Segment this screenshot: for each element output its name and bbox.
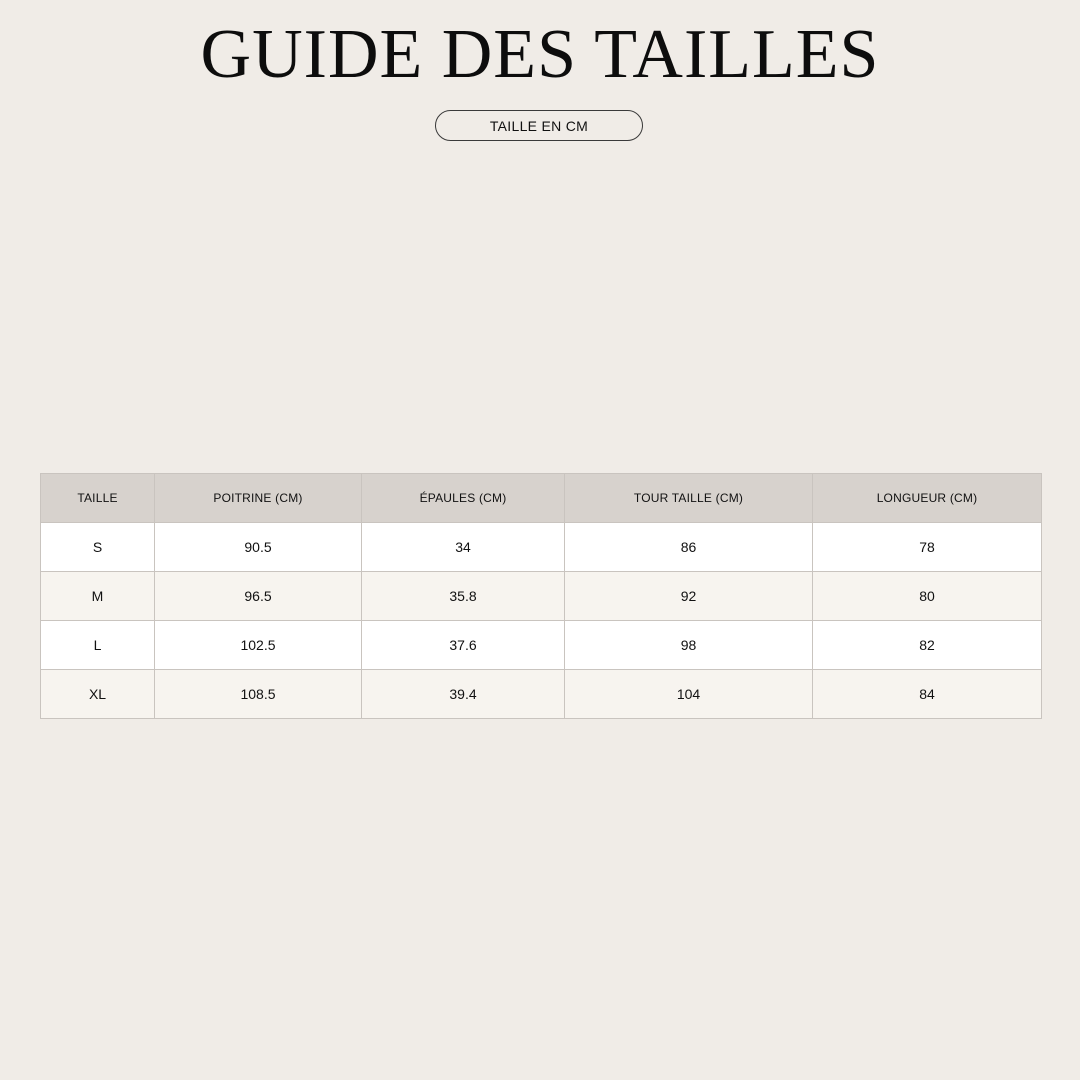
cell-epaules: 39.4	[362, 670, 565, 719]
header-epaules: ÉPAULES (CM)	[362, 474, 565, 523]
header-tour-taille: TOUR TAILLE (CM)	[565, 474, 813, 523]
table-row	[41, 572, 1042, 621]
cell-epaules: 35.8	[362, 572, 565, 621]
cell-longueur: 82	[813, 621, 1042, 670]
cell-epaules: 37.6	[362, 621, 565, 670]
cell-longueur: 78	[813, 523, 1042, 572]
cell-size: S	[41, 523, 155, 572]
cell-poitrine: 108.5	[155, 670, 362, 719]
header-poitrine: POITRINE (CM)	[155, 474, 362, 523]
cell-poitrine: 90.5	[155, 523, 362, 572]
header-longueur: LONGUEUR (CM)	[813, 474, 1042, 523]
cell-size: M	[41, 572, 155, 621]
table-row	[41, 670, 1042, 719]
cell-tour-taille: 104	[565, 670, 813, 719]
header-taille: TAILLE	[41, 474, 155, 523]
cell-size: L	[41, 621, 155, 670]
cell-tour-taille: 98	[565, 621, 813, 670]
cell-size: XL	[41, 670, 155, 719]
size-table	[40, 473, 1042, 719]
page-title: GUIDE DES TAILLES	[200, 16, 880, 93]
cell-poitrine: 96.5	[155, 572, 362, 621]
table-header-row	[41, 474, 1042, 523]
table-row	[41, 523, 1042, 572]
cell-poitrine: 102.5	[155, 621, 362, 670]
cell-longueur: 80	[813, 572, 1042, 621]
cell-tour-taille: 86	[565, 523, 813, 572]
unit-badge	[435, 110, 643, 141]
cell-tour-taille: 92	[565, 572, 813, 621]
unit-badge-label: TAILLE EN CM	[489, 117, 589, 134]
cell-epaules: 34	[362, 523, 565, 572]
table-row	[41, 621, 1042, 670]
cell-longueur: 84	[813, 670, 1042, 719]
